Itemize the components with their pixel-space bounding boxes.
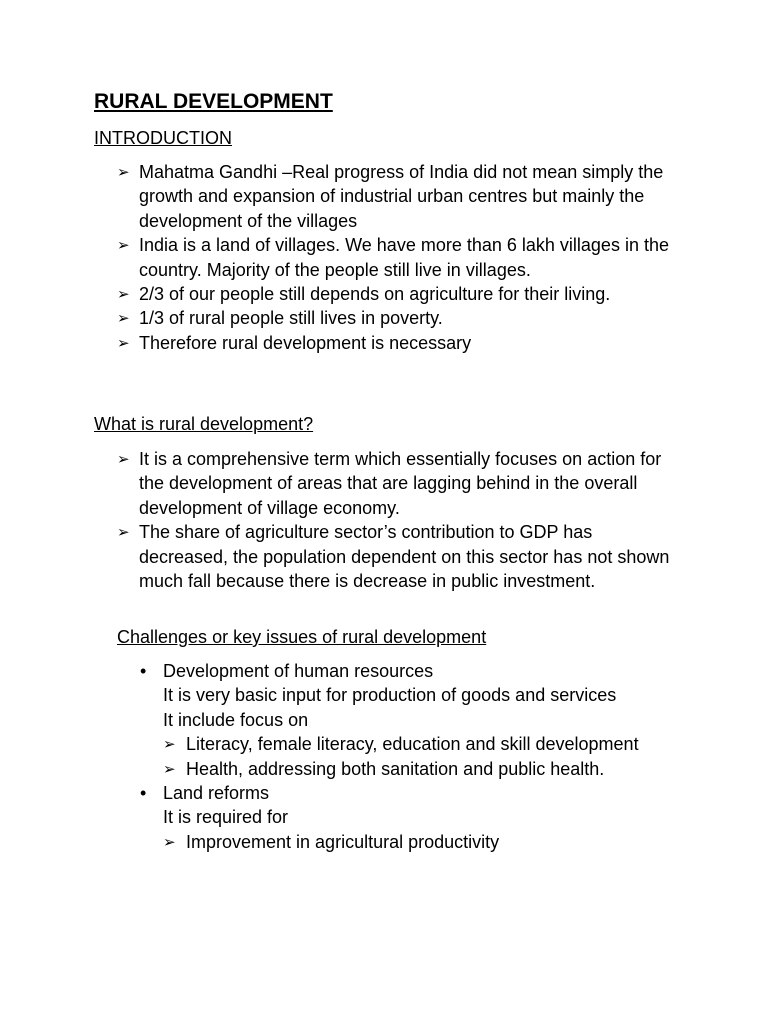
arrow-bullet-icon: ➢ [163, 832, 176, 851]
arrow-bullet-icon: ➢ [117, 163, 130, 181]
list-item [117, 233, 677, 282]
arrow-bullet-icon: ➢ [117, 523, 130, 542]
challenge-text: It include focus on [163, 709, 309, 730]
what-is-list [117, 447, 677, 593]
introduction-section [117, 160, 677, 355]
list-item-text: It is a comprehensive term which essentially focuses on action for the development of areas that are lagging behind in the overall development of village economy. [139, 449, 662, 518]
list-item [117, 282, 677, 306]
list-item-text: 2/3 of our people still depends on agriculture for their living. [139, 284, 611, 305]
challenge-title: Land reforms [163, 783, 270, 804]
challenge-text: It is required for [163, 807, 289, 828]
challenges-list [140, 659, 700, 854]
arrow-bullet-icon: ➢ [117, 333, 130, 352]
list-item [140, 781, 700, 854]
what-is-heading: What is rural development? [94, 414, 314, 434]
introduction-heading: INTRODUCTION [94, 128, 232, 148]
arrow-bullet-icon: ➢ [163, 759, 176, 778]
challenges-heading: Challenges or key issues of rural development [117, 627, 487, 647]
arrow-bullet-icon: ➢ [163, 735, 176, 754]
list-item-text: Literacy, female literacy, education and skill development [186, 734, 639, 755]
list-item-text: Therefore rural development is necessary [139, 332, 472, 353]
list-item [163, 830, 700, 854]
list-item [117, 331, 677, 355]
challenges-section [140, 659, 700, 854]
document-title: RURAL DEVELOPMENT [94, 90, 333, 113]
list-item [163, 732, 700, 756]
challenge-text: It is very basic input for production of goods and services [163, 685, 617, 706]
list-item [140, 659, 700, 781]
list-item-text: Improvement in agricultural productivity [186, 831, 500, 852]
bullet-dot-icon: • [140, 661, 147, 681]
list-item-text: The share of agriculture sector’s contribution to GDP has decreased, the population dependent on this sector has not shown much fall because there is decrease in public investment. [139, 522, 670, 592]
list-item [117, 160, 677, 233]
list-item-text: Health, addressing both sanitation and public health. [186, 758, 605, 779]
arrow-bullet-icon: ➢ [117, 309, 130, 328]
list-item-text: Mahatma Gandhi –Real progress of India did not mean simply the growth and expansion of industrial urban centres but mainly the development of the villages [139, 162, 664, 231]
arrow-bullet-icon: ➢ [117, 236, 130, 255]
arrow-bullet-icon: ➢ [117, 285, 130, 304]
list-item-text: 1/3 of rural people still lives in poverty. [139, 308, 443, 329]
list-item [117, 520, 677, 593]
arrow-bullet-icon: ➢ [117, 450, 130, 468]
challenge-sublist [163, 830, 700, 854]
list-item [163, 757, 700, 781]
challenge-title: Development of human resources [163, 661, 434, 681]
list-item [117, 447, 677, 520]
bullet-dot-icon: • [140, 783, 147, 804]
list-item-text: India is a land of villages. We have more than 6 lakh villages in the country. Majority of the people still live in villages. [139, 235, 669, 280]
challenge-sublist [163, 732, 700, 781]
what-is-section [117, 447, 677, 593]
introduction-list [117, 160, 677, 355]
list-item [117, 306, 677, 330]
